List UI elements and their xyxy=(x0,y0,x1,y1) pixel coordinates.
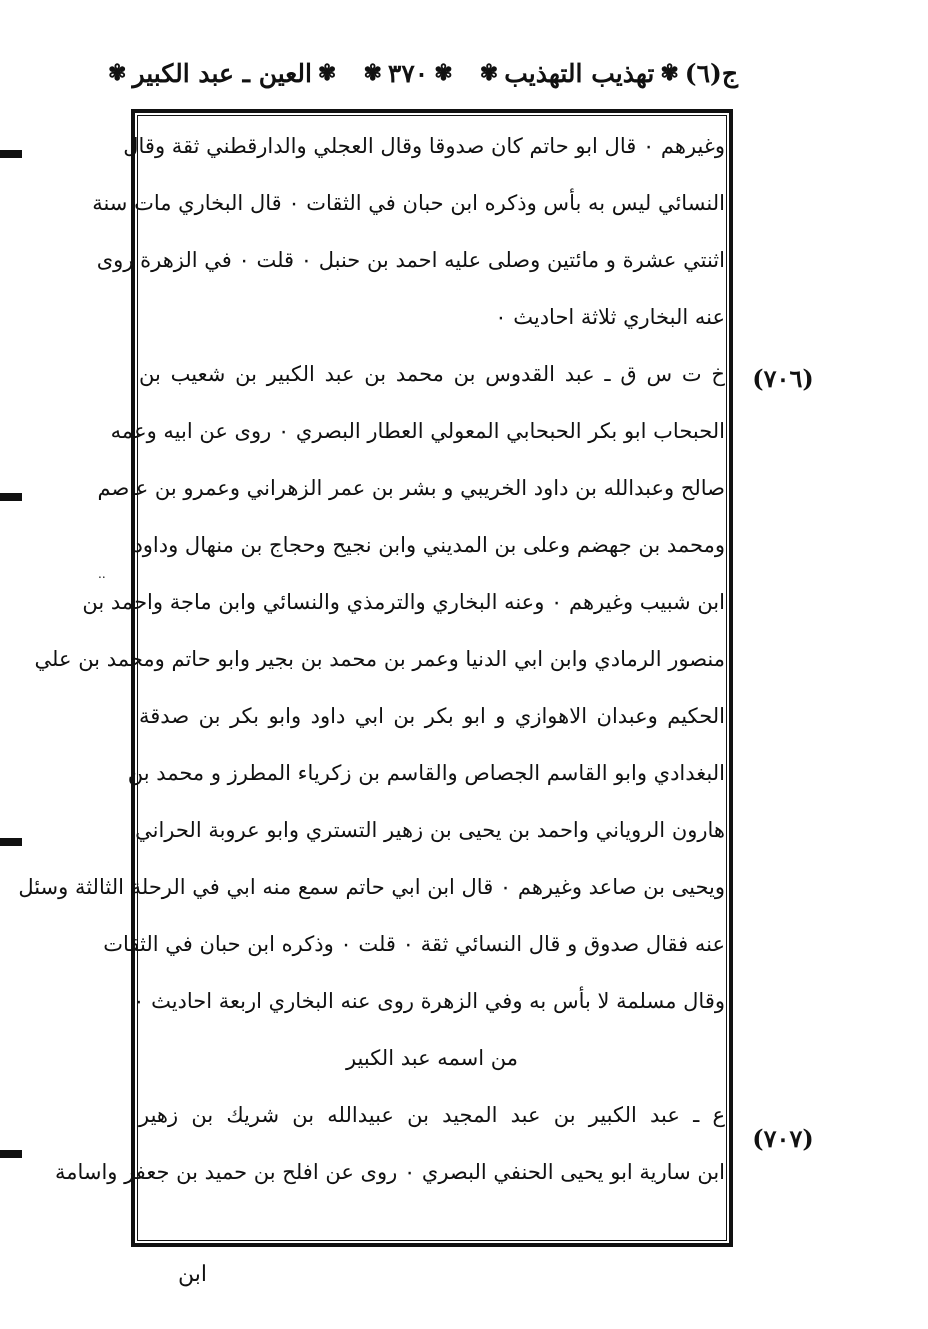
text-line: عنه فقال صدوق و قال النسائي ثقة ٠ قلت ٠ وذكره ابن حبان في الثقات xyxy=(103,932,725,956)
text-line: اثنتي عشرة و مائتين وصلى عليه احمد بن حنبل ٠ قلت ٠ في الزهرة روى xyxy=(96,248,725,272)
text-line: ويحيى بن صاعد وغيرهم ٠ قال ابن ابي حاتم سمع منه ابي في الرحلة الثالثة وسئل xyxy=(18,875,725,899)
ornament-icon: ✾ xyxy=(363,60,382,86)
scan-edge-mark xyxy=(0,493,22,501)
ornament-icon: ✾ xyxy=(434,60,453,86)
entry-number-707: (٧٠٧) xyxy=(752,1124,814,1153)
entry-heading: خ ت س ق ـ عبد القدوس بن محمد بن عبد الكبير بن شعيب بن xyxy=(139,362,725,386)
running-header xyxy=(108,50,738,96)
text-line: عنه البخاري ثلاثة احاديث ٠ xyxy=(495,305,725,329)
text-line: الحبحاب ابو بكر الحبحابي المعولي العطار البصري ٠ روى عن ابيه وعمه xyxy=(110,419,725,443)
scan-dot: .. xyxy=(98,567,106,581)
text-line: النسائي ليس به بأس وذكره ابن حبان في الثقات ٠ قال البخاري مات سنة xyxy=(92,191,725,215)
text-line: الحكيم وعبدان الاهوازي و ابو بكر بن ابي داود وابو بكر بن صدقة xyxy=(139,704,725,728)
catchword: ابن xyxy=(178,1262,207,1287)
page-number: ٣٧٠ xyxy=(387,58,429,88)
text-line: هارون الروياني واحمد بن يحيى بن زهير التستري وابو عروبة الحراني xyxy=(135,818,725,842)
ornament-icon: ✾ xyxy=(317,60,337,86)
ornament-icon: ✾ xyxy=(660,60,679,86)
scan-edge-mark xyxy=(0,1150,22,1158)
book-title: تهذيب التهذيب xyxy=(504,58,655,88)
ornament-icon: ✾ xyxy=(108,60,127,86)
text-line: ابن سارية ابو يحيى الحنفي البصري ٠ روى عن افلح بن حميد بن جعفر واسامة xyxy=(54,1160,725,1184)
text-line: منصور الرمادي وابن ابي الدنيا وعمر بن محمد بن بجير وابو حاتم ومحمد بن علي xyxy=(34,647,725,671)
header-page xyxy=(363,59,452,88)
text-line: ابن شبيب وغيرهم ٠ وعنه البخاري والترمذي والنسائي وابن ماجة واحمد بن xyxy=(82,590,725,614)
header-section xyxy=(108,59,336,88)
entry-heading: ع ـ عبد الكبير بن عبد المجيد بن عبيدالله بن شريك بن زهير xyxy=(139,1103,725,1127)
entry-number-706: (٧٠٦) xyxy=(752,364,814,393)
text-line: صالح وعبدالله بن داود الخريبي و بشر بن عمر الزهراني وعمرو بن عاصم xyxy=(97,476,725,500)
section-subheading: من اسمه عبد الكبير xyxy=(345,1046,519,1070)
text-column xyxy=(18,118,725,1242)
text-line: وغيرهم ٠ قال ابو حاتم كان صدوقا وقال العجلي والدارقطني ثقة وقال xyxy=(123,134,725,158)
scan-edge-mark xyxy=(0,150,22,158)
volume-label: ج(٦) xyxy=(684,58,738,88)
section-title: العين ـ عبد الكبير xyxy=(132,58,312,88)
text-line: ومحمد بن جهضم وعلى بن المديني وابن نجيح وحجاج بن منهال وداود xyxy=(133,533,725,557)
text-line: البغدادي وابو القاسم الجصاص والقاسم بن زكرياء المطرز و محمد بن xyxy=(127,761,725,785)
text-line: وقال مسلمة لا بأس به وفي الزهرة روى عنه البخاري اربعة احاديث ٠ xyxy=(133,989,725,1013)
ornament-icon: ✾ xyxy=(479,60,499,86)
header-volume xyxy=(480,59,738,88)
scan-edge-mark xyxy=(0,838,22,846)
